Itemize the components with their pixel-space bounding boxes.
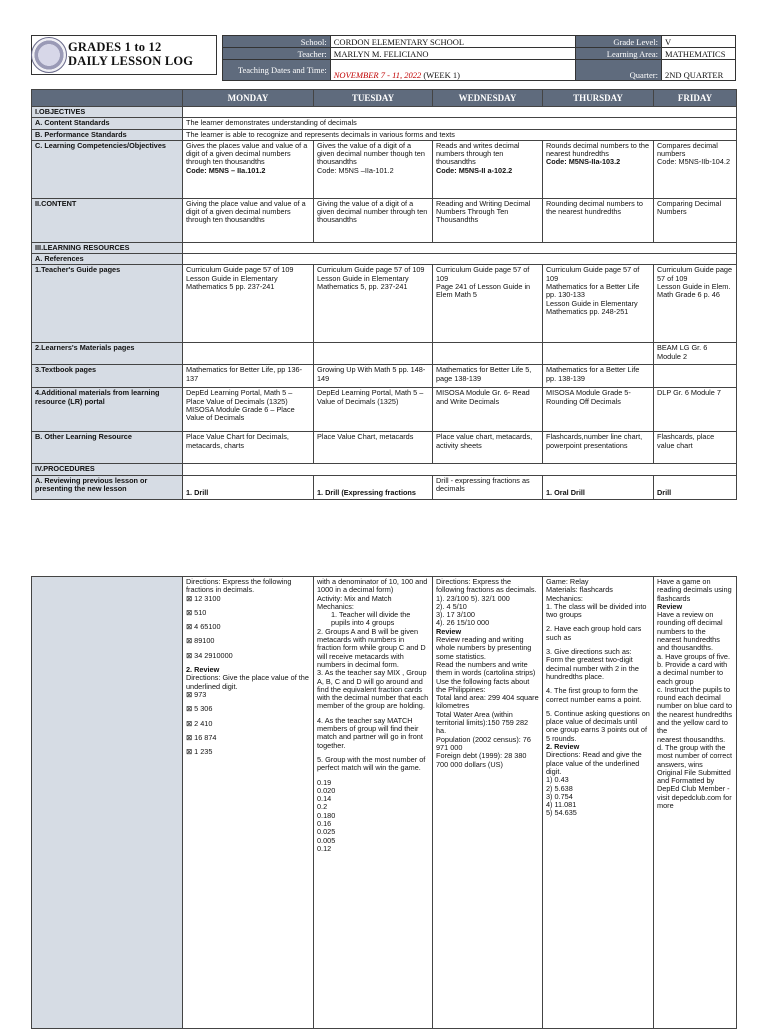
wednesday-continuation [433,577,543,1029]
cont-text: with a denominator of 10, 100 and 1000 in a decimal form) [317,577,428,595]
tg-text: Curriculum Guide page 57 of 109 [657,265,733,283]
other-wednesday: Place value chart, metacards, activity sheets [433,432,543,464]
cont-text: Have a review on rounding off decimal numbers to the [657,610,723,636]
tb-monday: Mathematics for Better Life, pp 136-137 [183,365,314,388]
other-tuesday: Place Value Chart, metacards [314,432,433,464]
objectives-heading: I.OBJECTIVES [32,107,183,118]
day-monday: MONDAY [183,90,314,107]
cont-text: d. The group with the most number of correct answers, wins [657,742,733,769]
monday-continuation [183,577,314,1029]
dll-title-grades: GRADES 1 to 12 [68,40,162,54]
tb-wednesday: Mathematics for Better Life 5, page 138-139 [433,365,543,388]
deped-seal-icon [31,37,67,73]
content-text: through ten thousandths [186,215,265,225]
references-label: A. References [32,254,183,265]
tg-text: Curriculum Guide page 57 of 109 [546,265,640,283]
review-label: A. Reviewing previous lesson or presenting the new lesson [32,475,183,499]
content-wednesday: Reading and Writing Decimal Numbers Through Ten Thousandths [433,198,543,242]
teaching-week: (WEEK 1) [423,70,460,80]
dll-title-log: DAILY LESSON LOG [68,54,194,68]
cont-text: b. Provide a card with a decimal number to each group [657,659,728,686]
add-text: MISOSA Module Grade 6 – Place Value of Decimals [186,405,295,423]
cont-text: 0.2 [317,802,328,812]
cont-text: ⊠ 1 235 [186,747,213,757]
cont-text: Materials: flashcards [546,585,613,595]
cont-text: ⊠ 2 410 [186,718,213,728]
tg-monday [183,265,314,343]
day-friday: FRIDAY [654,90,737,107]
cont-text: Mechanics: [546,593,583,603]
cont-text: 4. As the teacher say MATCH members of group will find their match and partner will go in front together. [317,715,423,750]
tg-text: Page 241 of Lesson Guide in Elem Math 5 [436,282,531,300]
cont-text: ⊠ 4 65100 [186,622,221,632]
cont-text: ⊠ 510 [186,607,207,617]
tg-text: Lesson Guide in Elementary Mathematics 5 pp. 237-241 [186,273,278,292]
cont-text: 0.19 [317,777,332,787]
competency-code: Code: M5NS-II a-102.2 [436,165,513,175]
content-standards-label: A. Content Standards [32,118,183,129]
references-blank [183,254,737,265]
grade-level-label: Grade Level: [576,36,662,48]
cont-text: 4) 11.081 [546,800,577,810]
teaching-dates: NOVEMBER 7 - 11, 2022 [333,70,422,80]
lm-friday: BEAM LG Gr. 6 Module 2 [654,343,737,365]
tg-friday [654,265,737,343]
tg-wednesday [433,265,543,343]
cont-text: Activity: Mix and Match [317,593,392,603]
cont-text: 5) 54.635 [546,808,577,818]
competency-text: Reads and writes decimal numbers through ten thousandths [436,140,520,167]
tg-text: Lesson Guide in Elementary Mathematics pp. 248-251 [546,298,638,316]
review-friday: Drill [654,475,737,499]
resources-blank [183,242,737,253]
content-monday [183,198,314,242]
cont-text: 2) 5.638 [546,783,573,793]
cont-text: 0.180 [317,810,336,820]
school-value: CORDON ELEMENTARY SCHOOL [330,36,575,48]
cont-text: Original File Submitted and Formatted by DepEd Club Member - visit depedclub.com for more [657,767,732,811]
cont-text: Mechanics: [317,601,354,611]
add-text: DepEd Learning Portal, Math 5 – Place Value of Decimals (1325) [186,388,293,406]
tb-friday [654,365,737,388]
cont-text: 0.025 [317,827,336,837]
cont-text: Directions: Read and give the place value of the underlined [546,750,642,768]
cont-text: Review reading and writing whole numbers by presenting [436,635,532,653]
procedures-heading: IV.PROCEDURES [32,464,183,475]
learners-materials-label: 2.Learners's Materials pages [32,343,183,365]
cont-text: some statistics. [436,651,486,661]
cont-text: 5. Group with the most number of perfect match will win the game. [317,754,426,773]
cont-text: ⊠ 5 306 [186,704,213,714]
cont-text: 5. Continue asking questions on place value of decimals until one group earns 3 points out of 5 rounds. [546,708,650,743]
competency-thursday [543,140,654,198]
add-wednesday: MISOSA Module Gr. 6- Read and Write Decimals [433,388,543,432]
cont-text: ⊠ 89100 [186,636,215,646]
content-friday: Comparing Decimal Numbers [654,198,737,242]
cont-text: Use the following facts about the Philippines: [436,676,530,694]
day-tuesday: TUESDAY [314,90,433,107]
competency-text: Gives the value of a digit of a given decimal number though ten [317,140,425,159]
add-friday: DLP Gr. 6 Module 7 [654,388,737,432]
competency-tuesday [314,140,433,198]
lm-wednesday [433,343,543,365]
teacher-label: Teacher: [223,48,331,60]
add-thursday: MISOSA Module Grade 5- Rounding Off Decimals [543,388,654,432]
tb-tuesday: Growing Up With Math 5 pp. 148-149 [314,365,433,388]
resources-heading: III.LEARNING RESOURCES [32,242,183,253]
competency-text: thousandths [317,157,357,167]
lm-tuesday [314,343,433,365]
review-thursday: 1. Oral Drill [543,475,654,499]
school-label: School: [223,36,331,48]
cont-text: Game: Relay [546,577,589,586]
teaching-dates-value [330,60,575,81]
competency-code: Code: M5NS – IIa.101.2 [186,165,266,175]
lm-monday [183,343,314,365]
review-monday: 1. Drill [183,475,314,499]
competency-monday [183,140,314,198]
cont-text: 0.005 [317,835,336,845]
add-tuesday: DepEd Learning Portal, Math 5 – Value of Decimals (1325) [314,388,433,432]
cont-text: Review [657,601,683,611]
cont-text: ⊠ 16 874 [186,732,217,742]
other-monday: Place Value Chart for Decimals, metacards, charts [183,432,314,464]
procedures-blank [183,464,737,475]
cont-text: 0.14 [317,794,332,804]
tg-tuesday [314,265,433,343]
performance-standards-label: B. Performance Standards [32,129,183,140]
teachers-guide-label: 1.Teacher's Guide pages [32,265,183,343]
tb-thursday: Mathematics for a Better Life pp. 138-139 [543,365,654,388]
content-standards-value: The learner demonstrates understanding of decimals [183,118,737,129]
quarter-value: 2ND QUARTER [661,60,735,81]
additional-materials-label: 4.Additional materials from learning resource (LR) portal [32,388,183,432]
day-wednesday: WEDNESDAY [433,90,543,107]
cont-text: Read the numbers and write them in words (cartolina strips) [436,659,536,678]
cont-text: 4. The first group to form the correct number earns a point. [546,686,642,704]
header-info-grid [222,35,736,81]
cont-text: 4). 26 15/10 000 [436,618,490,628]
competency-friday [654,140,737,198]
lm-thursday [543,343,654,365]
cont-text: 2. Review [546,742,580,752]
teaching-dates-label: Teaching Dates and Time: [223,60,331,81]
cont-text: Directions: Express the following fractions as decimals. [436,577,537,595]
quarter-label: Quarter: [576,60,662,81]
cont-text: Review [436,626,462,636]
review-tuesday: 1. Drill (Expressing fractions [314,475,433,499]
other-friday: Flashcards, place value chart [654,432,737,464]
competency-text: Gives the places value and value of a digit of a given decimal numbers [186,140,308,159]
cont-text: 3). 17 3/100 [436,610,475,620]
tg-text: Curriculum Guide page 57 of 109 [436,265,530,283]
tg-text: Lesson Guide in Elementary Mathematics 5, pp. 237-241 [317,273,409,292]
content-thursday: Rounding decimal numbers to the nearest hundredths [543,198,654,242]
lesson-log-continuation [31,576,737,1029]
cont-text: ⊠ 973 [186,689,207,699]
tg-thursday [543,265,654,343]
cont-text: 3. Give directions such as: Form the greatest two-digit decimal number with 2 in the hundredths place. [546,647,639,681]
objectives-blank [183,107,737,118]
cont-text: 1. The class will be divided into two groups [546,601,647,620]
cont-text: Have a game on reading decimals using flashcards [657,577,732,603]
performance-standards-value: The learner is able to recognize and represents decimals in various forms and texts [183,129,737,140]
grade-level-value: V [661,36,735,48]
cont-text: 1). 23/100 5). 32/1 000 [436,593,510,603]
thursday-continuation [543,577,654,1029]
tg-text: Lesson Guide in Elem. Math Grade 6 p. 46 [657,282,731,300]
corner-header [32,90,183,107]
cont-text: 3. As the teacher say MIX , Group A, B, C and D will go around and find the equivalent fraction cards with the decimal number that each member of the group are holding. [317,668,429,711]
cont-text: a. Have groups of five. [657,651,731,661]
cont-text: 2. Groups A and B will be given metacards with numbers in [317,626,419,645]
competency-text: through ten thousandths [186,157,265,167]
friday-continuation [654,577,737,1029]
cont-text: 3) 0.754 [546,791,573,801]
competency-text: Compares decimal numbers [657,140,718,159]
cont-text: ⊠ 34 2910000 [186,650,233,660]
cont-text: Total land area: 299 404 square kilometres [436,693,539,711]
cont-text: nearest hundredths and thousandths. [657,635,720,653]
cont-text: Foreign debt (1999): 28 380 700 000 dollars (US) [436,751,527,769]
cont-text: digit. [546,766,562,776]
cont-text: c. Instruct the pupils to round each decimal number on blue card to the nearest hundredths and the yellow card to the [657,684,733,736]
competencies-label: C. Learning Competencies/Objectives [32,140,183,198]
cont-text: 1) 0.43 [546,775,569,785]
textbook-label: 3.Textbook pages [32,365,183,388]
cont-text: Population (2002 census): 76 971 000 [436,734,531,752]
cont-text: nearest thousandths. [657,734,726,744]
competency-code: Code: M5NS-IIa-103.2 [546,157,621,167]
learning-area-value: MATHEMATICS [661,48,735,60]
tuesday-continuation [314,577,433,1029]
add-monday [183,388,314,432]
cont-text: 2). 4 5/10 [436,601,467,611]
content-label: II.CONTENT [32,198,183,242]
tg-text: Curriculum Guide page 57 of 109 [186,265,294,275]
cont-text: 0.16 [317,819,332,829]
content-tuesday: Giving the value of a digit of a given decimal number through ten thousandths [314,198,433,242]
cont-text: Directions: Give the place value of the underlined digit. [186,673,309,691]
content-text: Giving the place value and value of a digit of a given decimal numbers [186,198,306,217]
continuation-label-cell [32,577,183,1029]
learning-area-label: Learning Area: [576,48,662,60]
day-thursday: THURSDAY [543,90,654,107]
other-resource-label: B. Other Learning Resource [32,432,183,464]
cont-text: 2. Review [186,665,220,675]
cont-text: 0.12 [317,843,332,853]
lesson-log-table [31,89,737,500]
tg-text: Mathematics for a Better Life pp. 130-133 [546,282,640,300]
competency-code: Code: M5NS –IIa-101.2 [317,165,394,175]
review-wednesday: Drill - expressing fractions as decimals [433,475,543,499]
other-thursday: Flashcards,number line chart, powerpoint presentations [543,432,654,464]
competency-text: Rounds decimal numbers to the nearest hundredths [546,140,650,159]
teacher-value: MARLYN M. FELICIANO [330,48,575,60]
cont-text: Directions: Express the following fractions in decimals. [186,577,292,595]
cont-text: fraction form while group C and D will receive metacards with numbers in decimal form. [317,643,426,669]
tg-text: Curriculum Guide page 57 of 109 [317,265,425,275]
cont-text: 1. Teacher will divide the pupils into 4 groups [331,610,411,628]
cont-text: 2. Have each group hold cars such as [546,624,642,642]
cont-text: ⊠ 12 3100 [186,593,221,603]
competency-wednesday [433,140,543,198]
cont-text: 0.020 [317,785,336,795]
competency-code: Code: M5NS-IIb-104.2 [657,157,731,167]
cont-text: Total Water Area (within territorial limits):150 759 282 ha. [436,709,529,736]
